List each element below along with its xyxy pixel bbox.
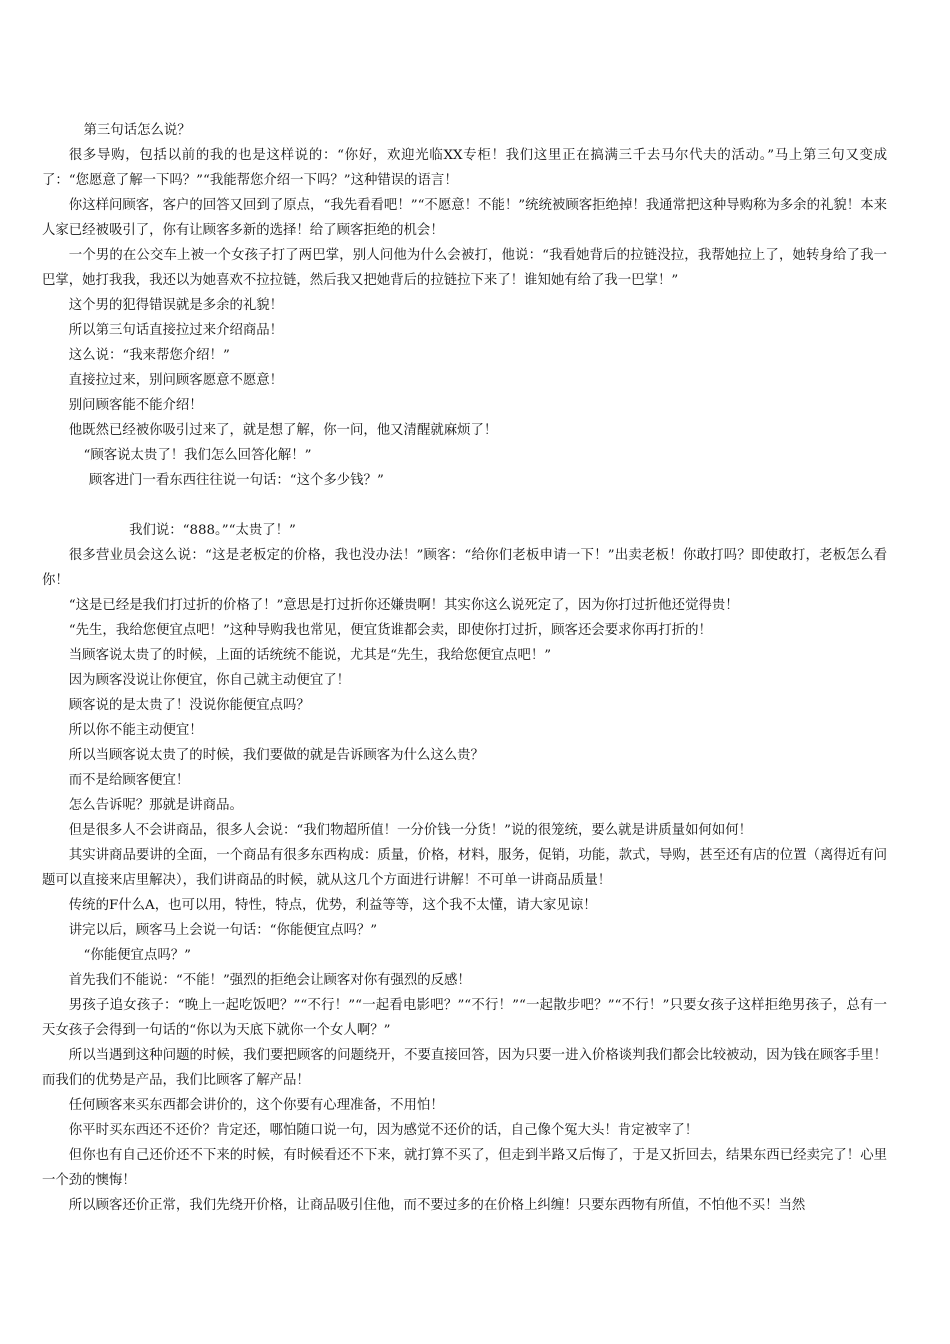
blank-line [42,493,887,518]
paragraph: “先生，我给您便宜点吧！”这种导购我也常见，便宜货谁都会卖，即使你打过折，顾客还会要求你再打折的！ [68,623,712,638]
paragraph: 所以顾客还价正常，我们先绕开价格，让商品吸引住他，而不要过多的在价格上纠缠！只要东西物有所值，不怕他不买！当然 [68,1198,806,1213]
paragraph: 这个男的犯得错误就是多余的礼貌！ [68,298,284,313]
paragraph: 其实讲商品要讲的全面，一个商品有很多东西构成：质量，价格，材料，服务，促销，功能，款式，导购，甚至还有店的位置（离得近有问题可以直接来店里解决），我们讲商品的时候，就从这几个方面进行讲解！不可单一讲商品质量！ [42,848,887,888]
paragraph: 任何顾客来买东西都会讲价的，这个你要有心理准备，不用怕！ [68,1098,444,1113]
paragraph: 但你也有自己还价还不下来的时候，有时候看还不下来，就打算不买了，但走到半路又后悔了，于是又折回去，结果东西已经卖完了！心里一个劲的懊悔！ [42,1148,887,1188]
paragraph: “你能便宜点吗？” [83,948,191,963]
paragraph: 所以当顾客说太贵了的时候，我们要做的就是告诉顾客为什么这么贵？ [68,748,484,763]
paragraph: 你这样问顾客，客户的回答又回到了原点，“我先看看吧！”“不愿意！不能！”统统被顾客拒绝掉！我通常把这种导购称为多余的礼貌！本来人家已经被吸引了，你有让顾客多新的选择！给了顾客拒绝的机会！ [42,198,887,238]
paragraph: 顾客进门一看东西往往说一句话：“这个多少钱？” [88,473,384,488]
paragraph: 男孩子追女孩子：“晚上一起吃饭吧？”“不行！”“一起看电影吧？”“不行！”“一起散步吧？”“不行！”只要女孩子这样拒绝男孩子，总有一天女孩子会得到一句话的“你以为天底下就你一个女人啊？” [42,998,887,1038]
paragraph: 首先我们不能说：“不能！”强烈的拒绝会让顾客对你有强烈的反感！ [68,973,471,988]
paragraph: 传统的F什么A，也可以用，特性，特点，优势，利益等等，这个我不太懂，请大家见谅！ [68,898,597,913]
paragraph: 很多导购，包括以前的我的也是这样说的：“你好，欢迎光临XX专柜！我们这里正在搞满三千去马尔代夫的活动。”马上第三句又变成了：“您愿意了解一下吗？”“我能帮您介绍一下吗？”这种错误的语言！ [42,148,887,188]
paragraph: 第三句话怎么说？ [83,123,191,138]
paragraph: 他既然已经被你吸引过来了，就是想了解，你一问，他又清醒就麻烦了！ [68,423,498,438]
document-body [42,118,887,1218]
paragraph: 我们说：“888。”“太贵了！” [129,523,296,538]
paragraph: 因为顾客没说让你便宜，你自己就主动便宜了！ [68,673,350,688]
paragraph: 这么说：“我来帮您介绍！” [68,348,230,363]
paragraph: 当顾客说太贵了的时候，上面的话统统不能说，尤其是“先生，我给您便宜点吧！” [68,648,552,663]
paragraph: 顾客说的是太贵了！没说你能便宜点吗？ [68,698,310,713]
paragraph: “这是已经是我们打过折的价格了！”意思是打过折你还嫌贵啊！其实你这么说死定了，因为你打过折他还觉得贵！ [68,598,739,613]
paragraph: 讲完以后，顾客马上会说一句话：“你能便宜点吗？” [68,923,378,938]
paragraph: 所以第三句话直接拉过来介绍商品！ [68,323,284,338]
paragraph: “顾客说太贵了！我们怎么回答化解！” [83,448,312,463]
paragraph: 所以当遇到这种问题的时候，我们要把顾客的问题绕开，不要直接回答，因为只要一进入价格谈判我们都会比较被动，因为钱在顾客手里！而我们的优势是产品，我们比顾客了解产品！ [42,1048,887,1088]
paragraph: 一个男的在公交车上被一个女孩子打了两巴掌，别人问他为什么会被打，他说：“我看她背后的拉链没拉，我帮她拉上了，她转身给了我一巴掌，她打我我，我还以为她喜欢不拉拉链，然后我又把她背后的拉链拉下来了！谁知她有给了我一巴掌！” [42,248,887,288]
paragraph: 很多营业员会这么说：“这是老板定的价格，我也没办法！”顾客：“给你们老板申请一下！”出卖老板！你敢打吗？即使敢打，老板怎么看你！ [42,548,887,588]
paragraph: 但是很多人不会讲商品，很多人会说：“我们物超所值！一分价钱一分货！”说的很笼统，要么就是讲质量如何如何！ [68,823,753,838]
paragraph: 直接拉过来，别问顾客愿意不愿意！ [68,373,284,388]
paragraph: 所以你不能主动便宜！ [68,723,203,738]
paragraph: 别问顾客能不能介绍！ [68,398,203,413]
paragraph: 而不是给顾客便宜！ [68,773,190,788]
paragraph: 你平时买东西还不还价？肯定还，哪怕随口说一句，因为感觉不还价的话，自己像个冤大头！肯定被宰了！ [68,1123,699,1138]
paragraph: 怎么告诉呢？那就是讲商品。 [68,798,243,813]
